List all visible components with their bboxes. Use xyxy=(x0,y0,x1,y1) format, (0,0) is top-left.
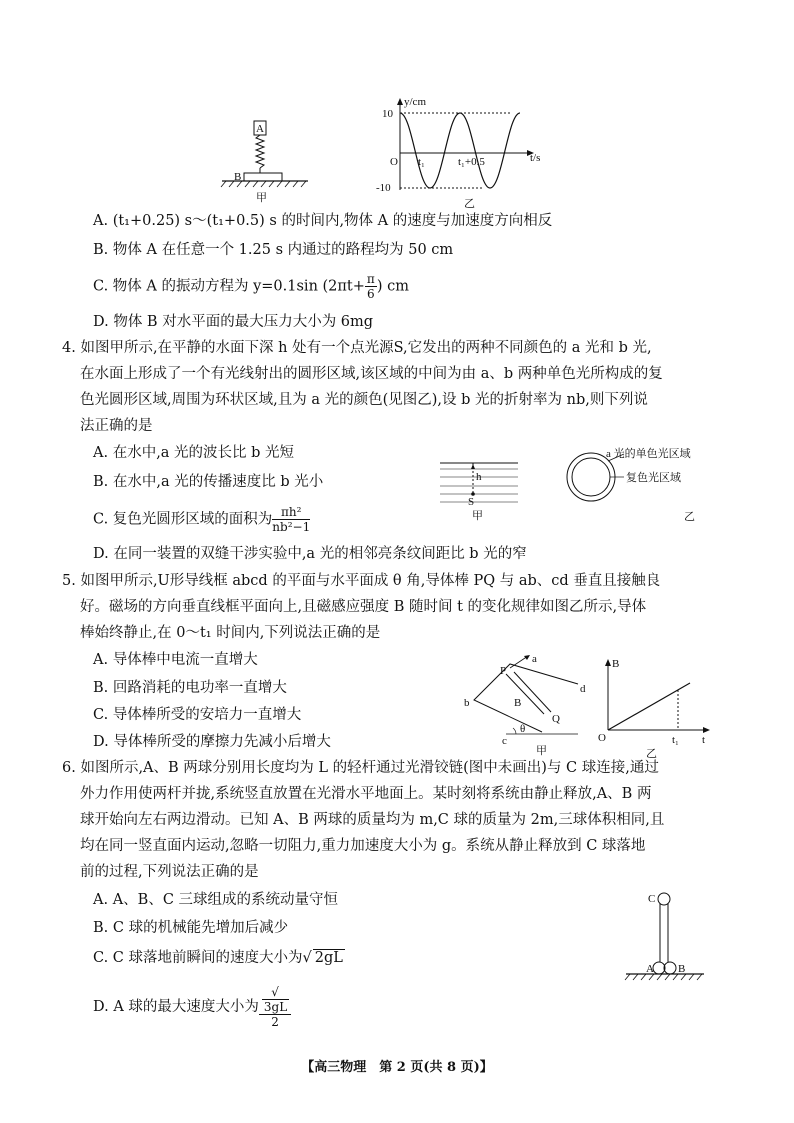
q3-yi-ylabel: y/cm xyxy=(404,96,426,108)
q3-yi-tick-10: 10 xyxy=(382,108,393,120)
q3-jia-label-a: A xyxy=(256,123,264,135)
q3-jia-label-b: B xyxy=(234,171,242,183)
q4-figure-yi xyxy=(560,445,740,530)
q3-yi-origin: O xyxy=(390,156,398,168)
q4-option-a: A. 在水中,a 光的波长比 b 光短 xyxy=(93,445,295,461)
page-footer: 【高三物理 第 2 页(共 8 页)】 xyxy=(301,1060,493,1075)
q5-jia-label-d: d xyxy=(580,683,586,695)
q6-label-c: C xyxy=(648,893,656,905)
q3-yi-tick-t1-05: t₁+0.5 xyxy=(458,156,485,168)
q5-yi-xlabel: t xyxy=(702,734,706,746)
q3-option-c-frac: $\frac{\pi}{6}$ xyxy=(366,272,375,301)
q3-option-c-pre: C. 物体 A 的振动方程为 y=0.1sin (2πt+ xyxy=(93,278,365,295)
q3-yi-tick-neg10: -10 xyxy=(376,182,391,194)
q3-option-c xyxy=(93,272,409,301)
q3-option-b: B. 物体 A 在任意一个 1.25 s 内通过的路程均为 50 cm xyxy=(93,242,454,258)
q3-figure-yi xyxy=(372,95,552,210)
q3-option-c-post: ) cm xyxy=(376,278,409,295)
q6-option-d xyxy=(93,985,291,1029)
q6-stem-line-5: 前的过程,下列说法正确的是 xyxy=(80,864,259,880)
q4-stem-line-1: 4. 如图甲所示,在平静的水面下深 h 处有一个点光源S,它发出的两种不同颜色的 a 光和 b 光, xyxy=(62,340,652,356)
q5-jia-label-a: a xyxy=(532,653,537,665)
q6-option-b: B. C 球的机械能先增加后减少 xyxy=(93,920,289,936)
q5-jia-label-theta: θ xyxy=(520,723,526,735)
q6-stem-line-4: 均在同一竖直面内运动,忽略一切阻力,重力加速度大小为 g。系统从静止释放到 C 球落地 xyxy=(80,838,646,854)
q4-yi-caption: 乙 xyxy=(684,511,695,523)
q6-option-a: A. A、B、C 三球组成的系统动量守恒 xyxy=(93,892,339,908)
q6-label-a: A xyxy=(646,963,654,975)
q4-stem-line-3: 色光圆形区域,周围为环状区域,且为 a 光的颜色(见图乙),设 b 光的折射率为 nb,则下列说 xyxy=(80,392,648,408)
q3-figure-jia xyxy=(218,115,318,205)
q5-yi-ylabel: B xyxy=(612,658,620,670)
q5-jia-label-c: c xyxy=(502,735,507,747)
q5-yi-t1: t₁ xyxy=(672,734,679,746)
q4-yi-label-mix-region: 复色光区域 xyxy=(626,472,681,484)
q5-option-d: D. 导体棒所受的摩擦力先减小后增大 xyxy=(93,734,331,750)
q6-option-c-radicand: 2gL xyxy=(314,950,343,966)
q5-stem-line-1: 5. 如图甲所示,U形导线框 abcd 的平面与水平面成 θ 角,导体棒 PQ 与 ab、cd 垂直且接触良 xyxy=(62,573,661,589)
q6-stem-line-2: 外力作用使两杆并拢,系统竖直放置在光滑水平地面上。某时刻将系统由静止释放,A、B 两 xyxy=(80,786,652,802)
q5-jia-label-b-field: B xyxy=(514,697,522,709)
q3-jia-caption: 甲 xyxy=(256,192,267,204)
q5-figure-jia xyxy=(458,652,598,757)
q4-jia-label-s: S xyxy=(468,496,475,508)
q5-figure-yi xyxy=(598,655,718,760)
q5-stem-line-3: 棒始终静止,在 0～t₁ 时间内,下列说法正确的是 xyxy=(80,625,381,641)
q4-yi-label-a-region: a 光的单色光区域 xyxy=(606,448,691,460)
q5-yi-origin: O xyxy=(598,732,606,744)
q4-option-b: B. 在水中,a 光的传播速度比 b 光小 xyxy=(93,474,324,490)
q3-yi-tick-t1: t₁ xyxy=(418,156,425,168)
q5-jia-label-p: P xyxy=(500,665,507,677)
q4-option-c xyxy=(93,505,310,534)
q4-jia-caption: 甲 xyxy=(472,510,483,522)
q4-option-d: D. 在同一装置的双缝干涉实验中,a 光的相邻亮条纹间距比 b 光的窄 xyxy=(93,546,527,562)
q5-option-a: A. 导体棒中电流一直增大 xyxy=(93,652,258,668)
q4-stem-line-2: 在水面上形成了一个有光线射出的圆形区域,该区域的中间为由 a、b 两种单色光所构成的复 xyxy=(80,366,663,382)
q3-option-d: D. 物体 B 对水平面的最大压力大小为 6mg xyxy=(93,314,374,330)
q6-option-c: C. C 球落地前瞬间的速度大小为√ 2gL xyxy=(93,950,343,966)
q6-stem-line-3: 球开始向左右两边滑动。已知 A、B 两球的质量均为 m,C 球的质量为 2m,三球体积相同,且 xyxy=(80,812,665,828)
q5-stem-line-2: 好。磁场的方向垂直线框平面向上,且磁感应强度 B 随时间 t 的变化规律如图乙所示,导体 xyxy=(80,599,647,615)
q5-option-b: B. 回路消耗的电功率一直增大 xyxy=(93,680,287,696)
q6-stem-line-1: 6. 如图所示,A、B 两球分别用长度均为 L 的轻杆通过光滑铰链(图中未画出)与 C 球连接,通过 xyxy=(62,760,659,776)
q6-option-d-pre: D. A 球的最大速度大小为 xyxy=(93,999,259,1015)
q5-option-c: C. 导体棒所受的安培力一直增大 xyxy=(93,707,302,723)
q4-option-c-pre: C. 复色光圆形区域的面积为 xyxy=(93,511,273,528)
q4-jia-label-h: h xyxy=(476,471,482,483)
q5-jia-label-q: Q xyxy=(552,713,560,725)
q6-figure xyxy=(622,888,712,983)
q6-label-b: B xyxy=(678,963,686,975)
q4-option-c-frac: $\frac{\text{πh²}}{\text{nb²−1}}$ xyxy=(272,505,311,534)
q5-jia-caption: 甲 xyxy=(536,745,547,757)
q6-option-d-frac: √ 3gL 2 xyxy=(259,985,291,1029)
q4-stem-line-4: 法正确的是 xyxy=(80,418,153,434)
q3-yi-caption: 乙 xyxy=(464,198,475,210)
q3-yi-xlabel: t/s xyxy=(530,152,541,164)
q4-figure-jia xyxy=(438,455,528,525)
q3-option-a: A. (t₁+0.25) s～(t₁+0.5) s 的时间内,物体 A 的速度与加速度方向相反 xyxy=(93,213,553,229)
q6-option-c-pre: C. C 球落地前瞬间的速度大小为 xyxy=(93,950,303,966)
q5-jia-label-b: b xyxy=(464,697,470,709)
q5-yi-caption: 乙 xyxy=(646,748,657,760)
